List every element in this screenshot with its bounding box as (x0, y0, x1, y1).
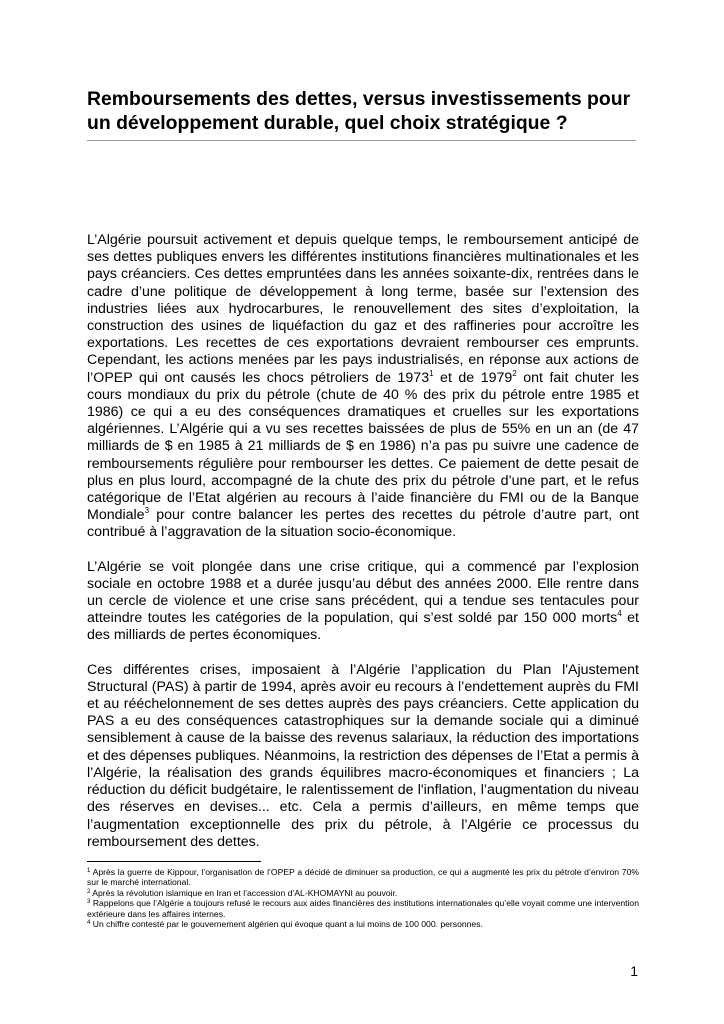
footnote-number: 2 (87, 888, 91, 895)
footnote-number: 4 (87, 920, 91, 927)
footnote (87, 867, 639, 888)
footnote-number: 1 (87, 868, 91, 874)
paragraph-1-text-a: L’Algérie poursuit activement et depuis quelque temps, le remboursement anticipé de ses dettes publiques envers les différentes institutions financières multinationales et les pays créanciers. Ces dettes empruntées dans les années soixante-dix, rentrées dans le cadre d’une politique de développement à long terme, basée sur l’extension des industries liées aux hydrocarbures, le renouvellement des sites d’exploitation, la construction des usines de liquéfaction du gaz et des raffineries pour accroître les exportations. Les recettes de ces exportations devraient rembourser ces emprunts. Cependant, les actions menées par les pays industrialisés, en réponse aux actions de l’OPEP qui ont causés les chocs pétroliers de 1973 (87, 232, 639, 386)
footnotes (87, 867, 639, 929)
page-number: 1 (630, 963, 638, 979)
footnote-separator (87, 861, 261, 862)
footnote (87, 919, 639, 929)
footnote-text: Après la guerre de Kippour, l’organisation de l’OPEP a décidé de diminuer sa production, ce qui a augmenté les prix du pétrole d’environ 70% sur le marché international. (87, 867, 639, 888)
paragraph-2-text-a: L’Algérie se voit plongée dans une crise critique, qui a commencé par l’explosion sociale en octobre 1988 et a durée jusqu’au début des années 2000. Elle rentre dans un cercle de violence et une crise sans précédent, qui a tendue ses tentacules pour atteindre toutes les catégories de la population, qui s’est soldé par 150 000 morts (87, 558, 639, 627)
footnote-text: Après la révolution islamique en Iran et l’accession d’AL-KHOMAYNI au pouvoir. (90, 887, 398, 898)
paragraph-2 (87, 559, 639, 645)
paragraph-2-text-b: et des milliards de pertes économiques. (87, 610, 639, 644)
document-title: Remboursements des dettes, versus investissements pour un développement durable, quel choix stratégique ? (87, 88, 631, 134)
footnote-ref-2[interactable]: 2 (512, 368, 517, 378)
footnote (87, 888, 639, 898)
paragraph-1-text-b: et de 1979 (433, 369, 513, 386)
document-body (87, 232, 639, 868)
paragraph-3: Ces différentes crises, imposaient à l’Algérie l’application du Plan l'Ajustement Structural (PAS) à partir de 1994, après avoir eu recours à l’endettement auprès du FMI et au rééchelonnement de ses dettes auprès des pays créanciers. Cette application du PAS a eu des conséquences catastrophiques sur la demande sociale qui a diminué sensiblement à cause de la baisse des revenus salariaux, la réduction des importations et des dépenses publiques. Néanmoins, la restriction des dépenses de l’Etat a permis à l’Algérie, la réalisation des grands équilibres macro-économiques et financiers ; La réduction du déficit budgétaire, le ralentissement de l'inflation, l’augmentation du niveau des réserves en devises... etc. Cela a permis d’ailleurs, en même temps que l’augmentation exceptionnelle des prix du pétrole, à l’Algérie ce processus du remboursement des dettes. (87, 661, 639, 850)
title-divider (87, 140, 636, 141)
footnote-number: 3 (87, 899, 91, 906)
footnote-text: Rappelons que l’Algérie a toujours refusé le recours aux aides financières des institutions internationales qu’elle voyait comme une intervention extérieure dans les affaires internes. (87, 898, 639, 919)
footnote-text: Un chiffre contesté par le gouvernement algérien qui évoque quant a lui moins de 100 000. personnes. (90, 919, 483, 930)
footnote (87, 898, 639, 919)
footnote-ref-1[interactable]: 1 (429, 368, 434, 378)
paragraph-1 (87, 232, 639, 542)
footnote-ref-4[interactable]: 4 (617, 609, 622, 619)
footnote-ref-3[interactable]: 3 (144, 506, 150, 516)
paragraph-1-text-d: pour contre balancer les pertes des recettes du pétrole d’autre part, ont contribué à l’aggravation de la situation socio-économique. (87, 507, 639, 541)
paragraph-1-text-c: ont fait chuter les cours mondiaux du prix du pétrole (chute de 40 % des prix du pétrole entre 1985 et 1986) ce qui a eu des conséquences dramatiques et cruelles sur les exportations algériennes. L’Algérie qui a vu ses recettes baissées de plus de 55% en un an (de 47 milliards de $ en 1985 à 21 milliards de $ en 1986) n’a pas pu suivre une cadence de remboursements régulière pour rembourser les dettes. Ce paiement de dette pesait de plus en plus lourd, accompagné de la chute des prix du pétrole d’une part, et le refus catégorique de l’Etat algérien au recours à l’aide financière du FMI ou de la Banque Mondiale (87, 369, 639, 524)
